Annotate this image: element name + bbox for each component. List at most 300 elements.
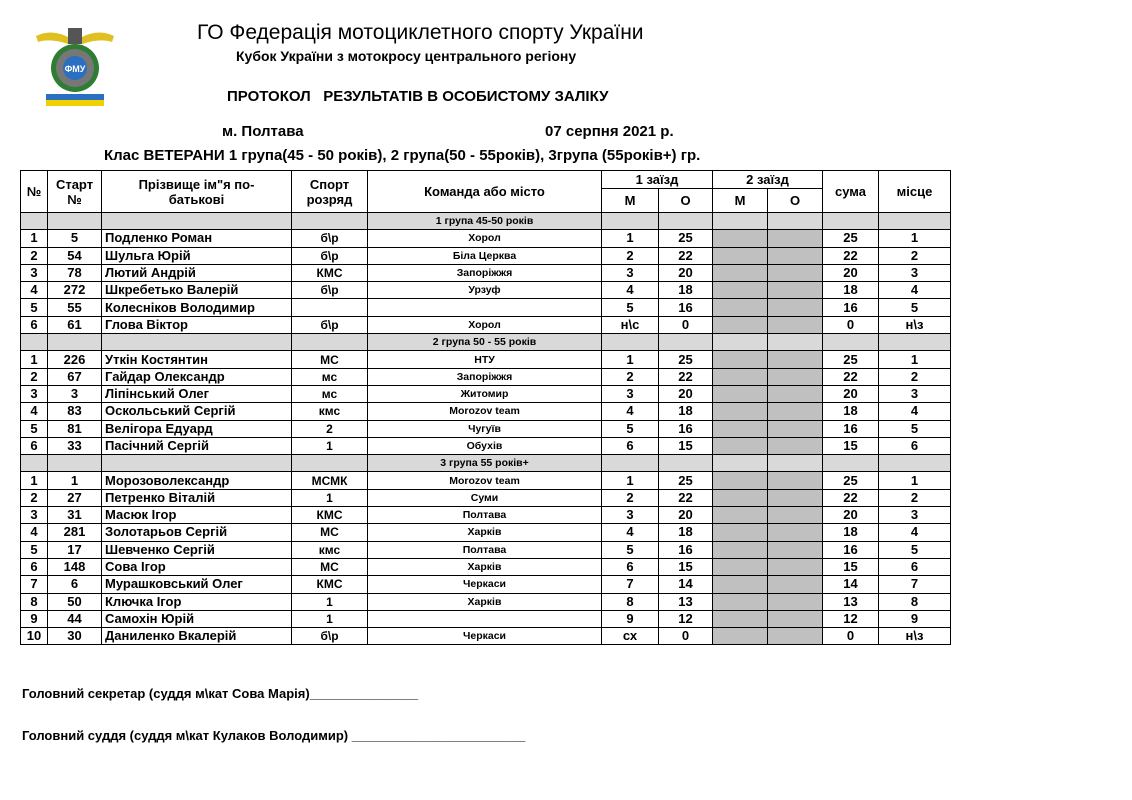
- table-row: [21, 558, 951, 575]
- race2-o: [768, 282, 823, 299]
- rider-name: Оскольський Сергій: [102, 403, 292, 420]
- team: Morozov team: [368, 472, 602, 489]
- place-index: 4: [21, 524, 48, 541]
- start-number: 272: [48, 282, 102, 299]
- group-label: 3 група 55 років+: [368, 455, 602, 472]
- group-cell: [602, 455, 659, 472]
- team: Черкаси: [368, 576, 602, 593]
- race1-o: 0: [659, 316, 713, 333]
- race2-m: [713, 351, 768, 368]
- race1-m: 2: [602, 368, 659, 385]
- sport-rank: кмс: [292, 541, 368, 558]
- start-number: 226: [48, 351, 102, 368]
- group-label: 2 група 50 - 55 років: [368, 334, 602, 351]
- group-cell: [768, 455, 823, 472]
- place-index: 5: [21, 541, 48, 558]
- sport-rank: МС: [292, 351, 368, 368]
- sport-rank: МСМК: [292, 472, 368, 489]
- rider-name: Самохін Юрій: [102, 610, 292, 627]
- place: 5: [879, 420, 951, 437]
- group-cell: [102, 213, 292, 230]
- race1-m: сх: [602, 628, 659, 645]
- col-start: Старт №: [48, 171, 102, 213]
- team: Урзуф: [368, 282, 602, 299]
- race1-m: 7: [602, 576, 659, 593]
- race2-m: [713, 593, 768, 610]
- place-index: 5: [21, 420, 48, 437]
- sport-rank: 1: [292, 437, 368, 454]
- race2-o: [768, 576, 823, 593]
- start-number: 78: [48, 264, 102, 281]
- sport-rank: б\р: [292, 282, 368, 299]
- secretary-signature: Головний секретар (суддя м\кат Сова Марія)_______________: [22, 686, 419, 701]
- group-cell: [659, 213, 713, 230]
- place: 2: [879, 247, 951, 264]
- table-row: [21, 264, 951, 281]
- race2-o: [768, 247, 823, 264]
- race2-m: [713, 299, 768, 316]
- race2-m: [713, 420, 768, 437]
- team: Біла Церква: [368, 247, 602, 264]
- place: 1: [879, 230, 951, 247]
- place-index: 8: [21, 593, 48, 610]
- group-cell: [713, 334, 768, 351]
- sport-rank: 1: [292, 610, 368, 627]
- place-index: 10: [21, 628, 48, 645]
- place-index: 4: [21, 282, 48, 299]
- race2-m: [713, 264, 768, 281]
- place: 2: [879, 489, 951, 506]
- group-cell: [292, 213, 368, 230]
- team: Запоріжжя: [368, 264, 602, 281]
- race1-o: 22: [659, 368, 713, 385]
- place: н\з: [879, 628, 951, 645]
- race1-m: 2: [602, 489, 659, 506]
- group-cell: [102, 334, 292, 351]
- place: 8: [879, 593, 951, 610]
- start-number: 148: [48, 558, 102, 575]
- start-number: 5: [48, 230, 102, 247]
- rider-name: Велігора Едуард: [102, 420, 292, 437]
- place: 5: [879, 541, 951, 558]
- group-cell: [292, 334, 368, 351]
- col-race1-o: О: [659, 189, 713, 213]
- start-number: 3: [48, 385, 102, 402]
- results-table: [20, 170, 951, 645]
- group-cell: [879, 213, 951, 230]
- table-row: [21, 610, 951, 627]
- table-row: [21, 576, 951, 593]
- race1-m: 6: [602, 558, 659, 575]
- place: 1: [879, 472, 951, 489]
- sum: 20: [823, 264, 879, 281]
- sum: 16: [823, 299, 879, 316]
- place-index: 6: [21, 316, 48, 333]
- place: 6: [879, 437, 951, 454]
- federation-title: ГО Федерація мотоциклетного спорту України: [197, 21, 644, 44]
- place: 4: [879, 524, 951, 541]
- team: Житомир: [368, 385, 602, 402]
- group-cell: [602, 213, 659, 230]
- team: Харків: [368, 593, 602, 610]
- race1-m: 4: [602, 524, 659, 541]
- svg-text:ФМУ: ФМУ: [64, 64, 86, 74]
- col-race1-m: М: [602, 189, 659, 213]
- race1-m: 5: [602, 299, 659, 316]
- race1-m: 8: [602, 593, 659, 610]
- place-index: 4: [21, 403, 48, 420]
- team: Чугуїв: [368, 420, 602, 437]
- rider-name: Ключка Ігор: [102, 593, 292, 610]
- sport-rank: 1: [292, 593, 368, 610]
- place: 9: [879, 610, 951, 627]
- race1-m: 5: [602, 420, 659, 437]
- race1-o: 15: [659, 437, 713, 454]
- group-cell: [713, 213, 768, 230]
- place: 3: [879, 507, 951, 524]
- sum: 0: [823, 316, 879, 333]
- race2-m: [713, 472, 768, 489]
- table-row: [21, 385, 951, 402]
- race1-m: 6: [602, 437, 659, 454]
- group-cell: [879, 334, 951, 351]
- sport-rank: б\р: [292, 230, 368, 247]
- sport-rank: б\р: [292, 316, 368, 333]
- team: Morozov team: [368, 403, 602, 420]
- start-number: 81: [48, 420, 102, 437]
- team: Обухів: [368, 437, 602, 454]
- sum: 22: [823, 247, 879, 264]
- team: [368, 299, 602, 316]
- team: Харків: [368, 558, 602, 575]
- place-index: 2: [21, 489, 48, 506]
- team: НТУ: [368, 351, 602, 368]
- start-number: 27: [48, 489, 102, 506]
- start-number: 61: [48, 316, 102, 333]
- race2-o: [768, 558, 823, 575]
- race2-o: [768, 299, 823, 316]
- rider-name: Сова Ігор: [102, 558, 292, 575]
- group-cell: [713, 455, 768, 472]
- place: 6: [879, 558, 951, 575]
- sum: 25: [823, 472, 879, 489]
- race1-o: 14: [659, 576, 713, 593]
- race2-m: [713, 247, 768, 264]
- start-number: 50: [48, 593, 102, 610]
- race2-o: [768, 610, 823, 627]
- race2-o: [768, 316, 823, 333]
- sport-rank: мс: [292, 385, 368, 402]
- place: 2: [879, 368, 951, 385]
- sport-rank: КМС: [292, 264, 368, 281]
- group-header-row: [21, 455, 951, 472]
- start-number: 1: [48, 472, 102, 489]
- place-index: 2: [21, 247, 48, 264]
- place: 7: [879, 576, 951, 593]
- table-row: [21, 472, 951, 489]
- start-number: 6: [48, 576, 102, 593]
- col-num: №: [21, 171, 48, 213]
- place: 3: [879, 264, 951, 281]
- group-cell: [21, 334, 48, 351]
- race1-m: 1: [602, 472, 659, 489]
- table-row: [21, 368, 951, 385]
- col-place: місце: [879, 171, 951, 213]
- table-row: [21, 403, 951, 420]
- place-index: 5: [21, 299, 48, 316]
- race2-m: [713, 282, 768, 299]
- sport-rank: [292, 299, 368, 316]
- table-row: [21, 541, 951, 558]
- race2-m: [713, 628, 768, 645]
- race1-m: 3: [602, 264, 659, 281]
- sum: 14: [823, 576, 879, 593]
- sport-rank: 2: [292, 420, 368, 437]
- rider-name: Лютий Андрій: [102, 264, 292, 281]
- race1-m: 3: [602, 385, 659, 402]
- race1-o: 16: [659, 420, 713, 437]
- team: Запоріжжя: [368, 368, 602, 385]
- rider-name: Ліпінський Олег: [102, 385, 292, 402]
- group-cell: [659, 455, 713, 472]
- group-cell: [823, 334, 879, 351]
- group-header-row: [21, 213, 951, 230]
- race2-o: [768, 420, 823, 437]
- race2-o: [768, 351, 823, 368]
- table-row: [21, 524, 951, 541]
- sport-rank: МС: [292, 558, 368, 575]
- rider-name: Морозоволександр: [102, 472, 292, 489]
- place-index: 1: [21, 230, 48, 247]
- place-index: 3: [21, 385, 48, 402]
- race2-o: [768, 489, 823, 506]
- race2-m: [713, 489, 768, 506]
- race1-o: 18: [659, 403, 713, 420]
- race1-m: 2: [602, 247, 659, 264]
- group-label: 1 група 45-50 років: [368, 213, 602, 230]
- table-row: [21, 489, 951, 506]
- team: Харків: [368, 524, 602, 541]
- start-number: 67: [48, 368, 102, 385]
- race2-m: [713, 507, 768, 524]
- place-index: 3: [21, 264, 48, 281]
- rider-name: Шкребетько Валерій: [102, 282, 292, 299]
- start-number: 30: [48, 628, 102, 645]
- race2-o: [768, 403, 823, 420]
- sport-rank: кмс: [292, 403, 368, 420]
- sport-rank: МС: [292, 524, 368, 541]
- sport-rank: 1: [292, 489, 368, 506]
- race1-o: 16: [659, 299, 713, 316]
- place-index: 1: [21, 472, 48, 489]
- start-number: 83: [48, 403, 102, 420]
- race2-m: [713, 437, 768, 454]
- race1-m: 1: [602, 230, 659, 247]
- sum: 18: [823, 524, 879, 541]
- team: Суми: [368, 489, 602, 506]
- rider-name: Даниленко Вкалерій: [102, 628, 292, 645]
- sum: 16: [823, 420, 879, 437]
- race1-m: 4: [602, 403, 659, 420]
- cup-subtitle: Кубок України з мотокросу центрального регіону: [236, 48, 577, 64]
- rider-name: Петренко Віталій: [102, 489, 292, 506]
- group-cell: [823, 213, 879, 230]
- place: 4: [879, 282, 951, 299]
- sum: 20: [823, 507, 879, 524]
- group-cell: [659, 334, 713, 351]
- race2-o: [768, 628, 823, 645]
- place: 3: [879, 385, 951, 402]
- sport-rank: мс: [292, 368, 368, 385]
- table-row: [21, 247, 951, 264]
- sum: 25: [823, 230, 879, 247]
- table-row: [21, 282, 951, 299]
- team: [368, 610, 602, 627]
- race1-o: 12: [659, 610, 713, 627]
- group-cell: [879, 455, 951, 472]
- rider-name: Гайдар Олександр: [102, 368, 292, 385]
- race2-m: [713, 316, 768, 333]
- sum: 22: [823, 368, 879, 385]
- place-index: 7: [21, 576, 48, 593]
- sum: 13: [823, 593, 879, 610]
- place-index: 9: [21, 610, 48, 627]
- group-cell: [768, 334, 823, 351]
- col-rank: Спорт розряд: [292, 171, 368, 213]
- table-row: [21, 437, 951, 454]
- sum: 20: [823, 385, 879, 402]
- group-cell: [48, 334, 102, 351]
- rider-name: Шевченко Сергій: [102, 541, 292, 558]
- race1-o: 16: [659, 541, 713, 558]
- team: Хорол: [368, 316, 602, 333]
- place: 4: [879, 403, 951, 420]
- race2-o: [768, 368, 823, 385]
- rider-name: Колесніков Володимир: [102, 299, 292, 316]
- start-number: 33: [48, 437, 102, 454]
- sport-rank: КМС: [292, 507, 368, 524]
- col-race1: 1 заїзд: [602, 171, 713, 189]
- race2-m: [713, 524, 768, 541]
- table-row: [21, 507, 951, 524]
- place-index: 6: [21, 437, 48, 454]
- race1-o: 25: [659, 472, 713, 489]
- place-index: 3: [21, 507, 48, 524]
- start-number: 281: [48, 524, 102, 541]
- team: Полтава: [368, 507, 602, 524]
- col-race2-m: М: [713, 189, 768, 213]
- group-cell: [48, 213, 102, 230]
- race2-o: [768, 385, 823, 402]
- start-number: 17: [48, 541, 102, 558]
- race2-o: [768, 593, 823, 610]
- col-team: Команда або місто: [368, 171, 602, 213]
- rider-name: Масюк Ігор: [102, 507, 292, 524]
- race2-m: [713, 403, 768, 420]
- race1-m: 9: [602, 610, 659, 627]
- rider-name: Золотарьов Сергій: [102, 524, 292, 541]
- sum: 12: [823, 610, 879, 627]
- city: м. Полтава: [222, 123, 304, 140]
- race2-m: [713, 610, 768, 627]
- sum: 22: [823, 489, 879, 506]
- sum: 15: [823, 558, 879, 575]
- rider-name: Пасічний Сергій: [102, 437, 292, 454]
- race2-o: [768, 230, 823, 247]
- table-row: [21, 593, 951, 610]
- col-race2-o: О: [768, 189, 823, 213]
- date: 07 серпня 2021 р.: [545, 123, 674, 140]
- sum: 25: [823, 351, 879, 368]
- race2-m: [713, 385, 768, 402]
- start-number: 44: [48, 610, 102, 627]
- table-row: [21, 230, 951, 247]
- sum: 16: [823, 541, 879, 558]
- race2-o: [768, 437, 823, 454]
- group-cell: [602, 334, 659, 351]
- race1-m: н\с: [602, 316, 659, 333]
- rider-name: Уткін Костянтин: [102, 351, 292, 368]
- race1-o: 13: [659, 593, 713, 610]
- start-number: 55: [48, 299, 102, 316]
- sum: 18: [823, 403, 879, 420]
- place-index: 2: [21, 368, 48, 385]
- race1-m: 1: [602, 351, 659, 368]
- race2-o: [768, 541, 823, 558]
- race2-m: [713, 230, 768, 247]
- race2-m: [713, 368, 768, 385]
- race1-o: 20: [659, 507, 713, 524]
- race2-m: [713, 541, 768, 558]
- race1-m: 3: [602, 507, 659, 524]
- col-sum: сума: [823, 171, 879, 213]
- table-row: [21, 351, 951, 368]
- team: Полтава: [368, 541, 602, 558]
- race2-m: [713, 576, 768, 593]
- group-header-row: [21, 334, 951, 351]
- judge-signature: Головний суддя (суддя м\кат Кулаков Володимир) ________________________: [22, 728, 526, 743]
- race1-m: 5: [602, 541, 659, 558]
- race1-o: 15: [659, 558, 713, 575]
- col-race2: 2 заїзд: [713, 171, 823, 189]
- federation-logo: [32, 24, 118, 108]
- group-cell: [292, 455, 368, 472]
- sum: 18: [823, 282, 879, 299]
- race2-m: [713, 558, 768, 575]
- race1-o: 22: [659, 489, 713, 506]
- sum: 15: [823, 437, 879, 454]
- race1-m: 4: [602, 282, 659, 299]
- place: н\з: [879, 316, 951, 333]
- place: 5: [879, 299, 951, 316]
- table-row: [21, 316, 951, 333]
- group-cell: [768, 213, 823, 230]
- race2-o: [768, 524, 823, 541]
- group-cell: [102, 455, 292, 472]
- rider-name: Глова Віктор: [102, 316, 292, 333]
- sum: 0: [823, 628, 879, 645]
- race2-o: [768, 264, 823, 281]
- team: Хорол: [368, 230, 602, 247]
- sport-rank: КМС: [292, 576, 368, 593]
- race1-o: 20: [659, 264, 713, 281]
- race1-o: 18: [659, 282, 713, 299]
- rider-name: Мурашковський Олег: [102, 576, 292, 593]
- race2-o: [768, 507, 823, 524]
- sport-rank: б\р: [292, 247, 368, 264]
- group-cell: [21, 213, 48, 230]
- start-number: 31: [48, 507, 102, 524]
